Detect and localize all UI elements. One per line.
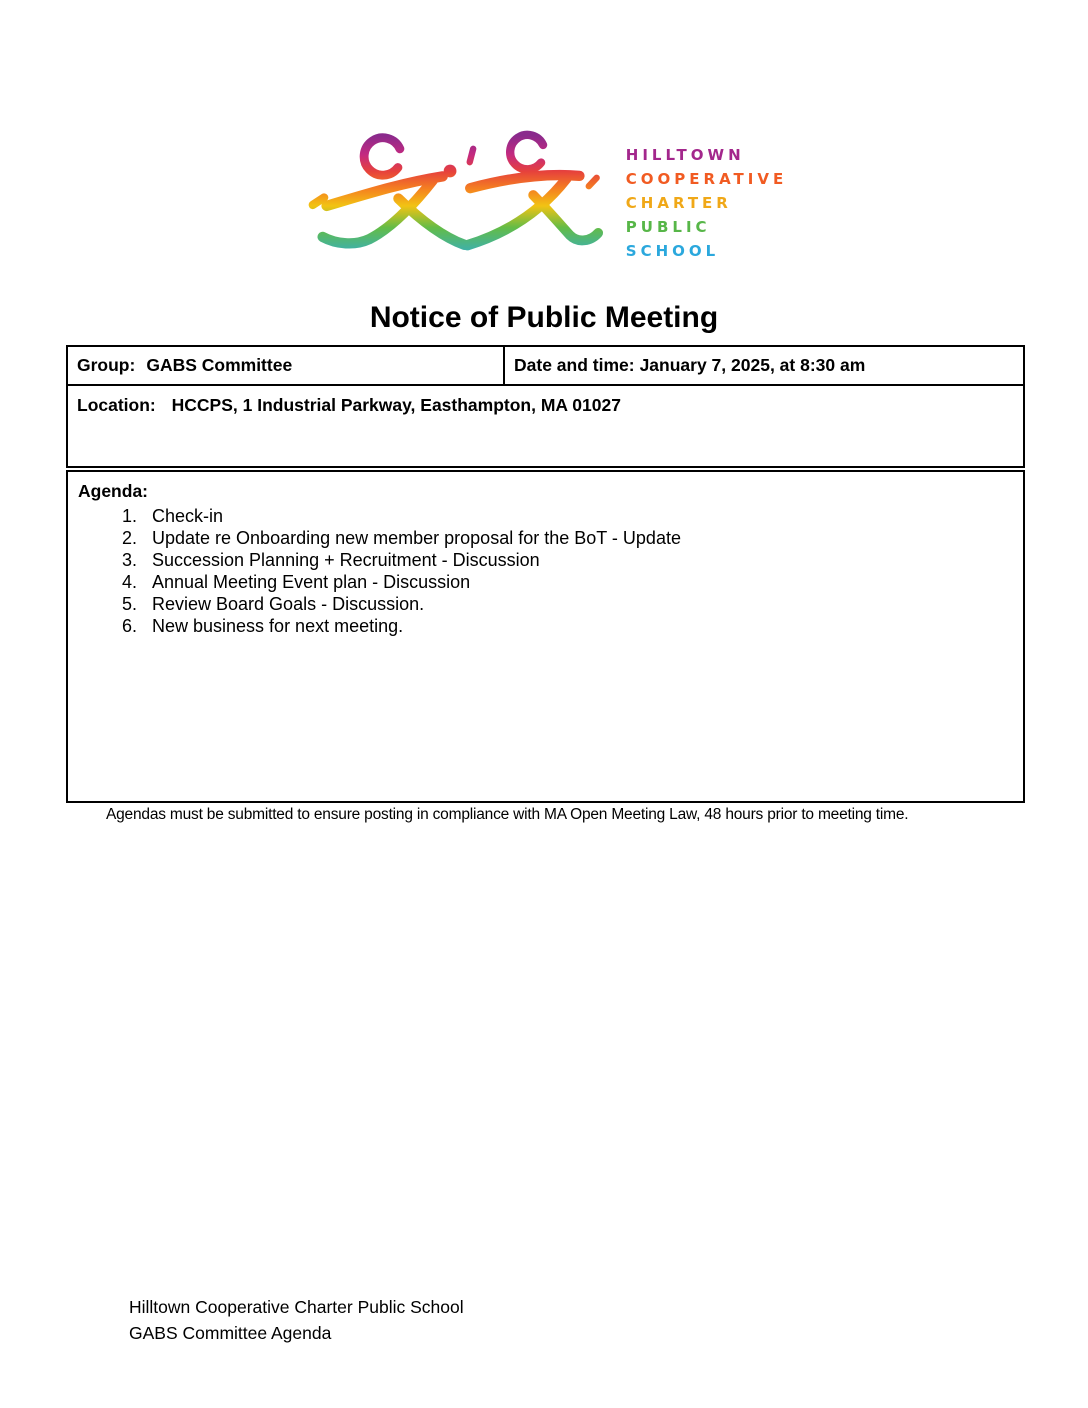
group-label: Group: <box>77 355 136 375</box>
agenda-item: 1. Check-in <box>142 505 1013 527</box>
agenda-list <box>78 505 1013 637</box>
dancing-figures-icon <box>301 128 606 271</box>
group-value: GABS Committee <box>146 355 293 375</box>
right-accent-comma <box>589 178 597 186</box>
left-figure-leg <box>398 199 464 245</box>
compliance-note: Agendas must be submitted to ensure posting in compliance with MA Open Meeting Law, 48 hours prior to meeting time. <box>106 806 909 823</box>
agenda-item: 5. Review Board Goals - Discussion. <box>142 593 1013 615</box>
agenda-item: 3. Succession Planning + Recruitment - Discussion <box>142 549 1013 571</box>
middle-accent-dot <box>443 165 456 178</box>
datetime-cell <box>505 347 1023 384</box>
logo-line-school: SCHOOL <box>625 241 720 260</box>
middle-accent-dash <box>470 149 473 162</box>
document-footer <box>129 1294 464 1346</box>
footer-school-name: Hilltown Cooperative Charter Public School <box>129 1297 464 1317</box>
logo-line-public: PUBLIC <box>625 217 711 236</box>
table-row-group-datetime <box>68 347 1023 386</box>
group-cell <box>68 347 505 384</box>
location-value: HCCPS, 1 Industrial Parkway, Easthampton, MA 01027 <box>171 395 621 415</box>
left-figure-head-ring <box>364 138 400 175</box>
logo-line-charter: CHARTER <box>625 193 732 212</box>
right-figure-head-ring <box>510 135 543 169</box>
footer-doc-type: GABS Committee Agenda <box>129 1323 332 1343</box>
datetime-value: January 7, 2025, at 8:30 am <box>639 355 866 375</box>
logo-line-hilltown: HILLTOWN <box>625 145 745 164</box>
agenda-item: 6. New business for next meeting. <box>142 615 1013 637</box>
agenda-item: 4. Annual Meeting Event plan - Discussion <box>142 571 1013 593</box>
school-logo <box>0 128 1088 271</box>
agenda-box <box>66 470 1025 803</box>
datetime-label: Date and time: <box>514 355 635 375</box>
agenda-item: 2. Update re Onboarding new member proposal for the BoT - Update <box>142 527 1013 549</box>
location-label: Location: <box>77 395 156 415</box>
location-cell <box>68 386 1023 466</box>
agenda-heading: Agenda: <box>78 481 148 501</box>
logo-wordmark <box>626 137 787 263</box>
right-figure-leg-foot <box>533 195 598 240</box>
logo-line-cooperative: COOPERATIVE <box>625 169 788 188</box>
page-title: Notice of Public Meeting <box>369 301 719 334</box>
meeting-info-table <box>66 345 1025 468</box>
